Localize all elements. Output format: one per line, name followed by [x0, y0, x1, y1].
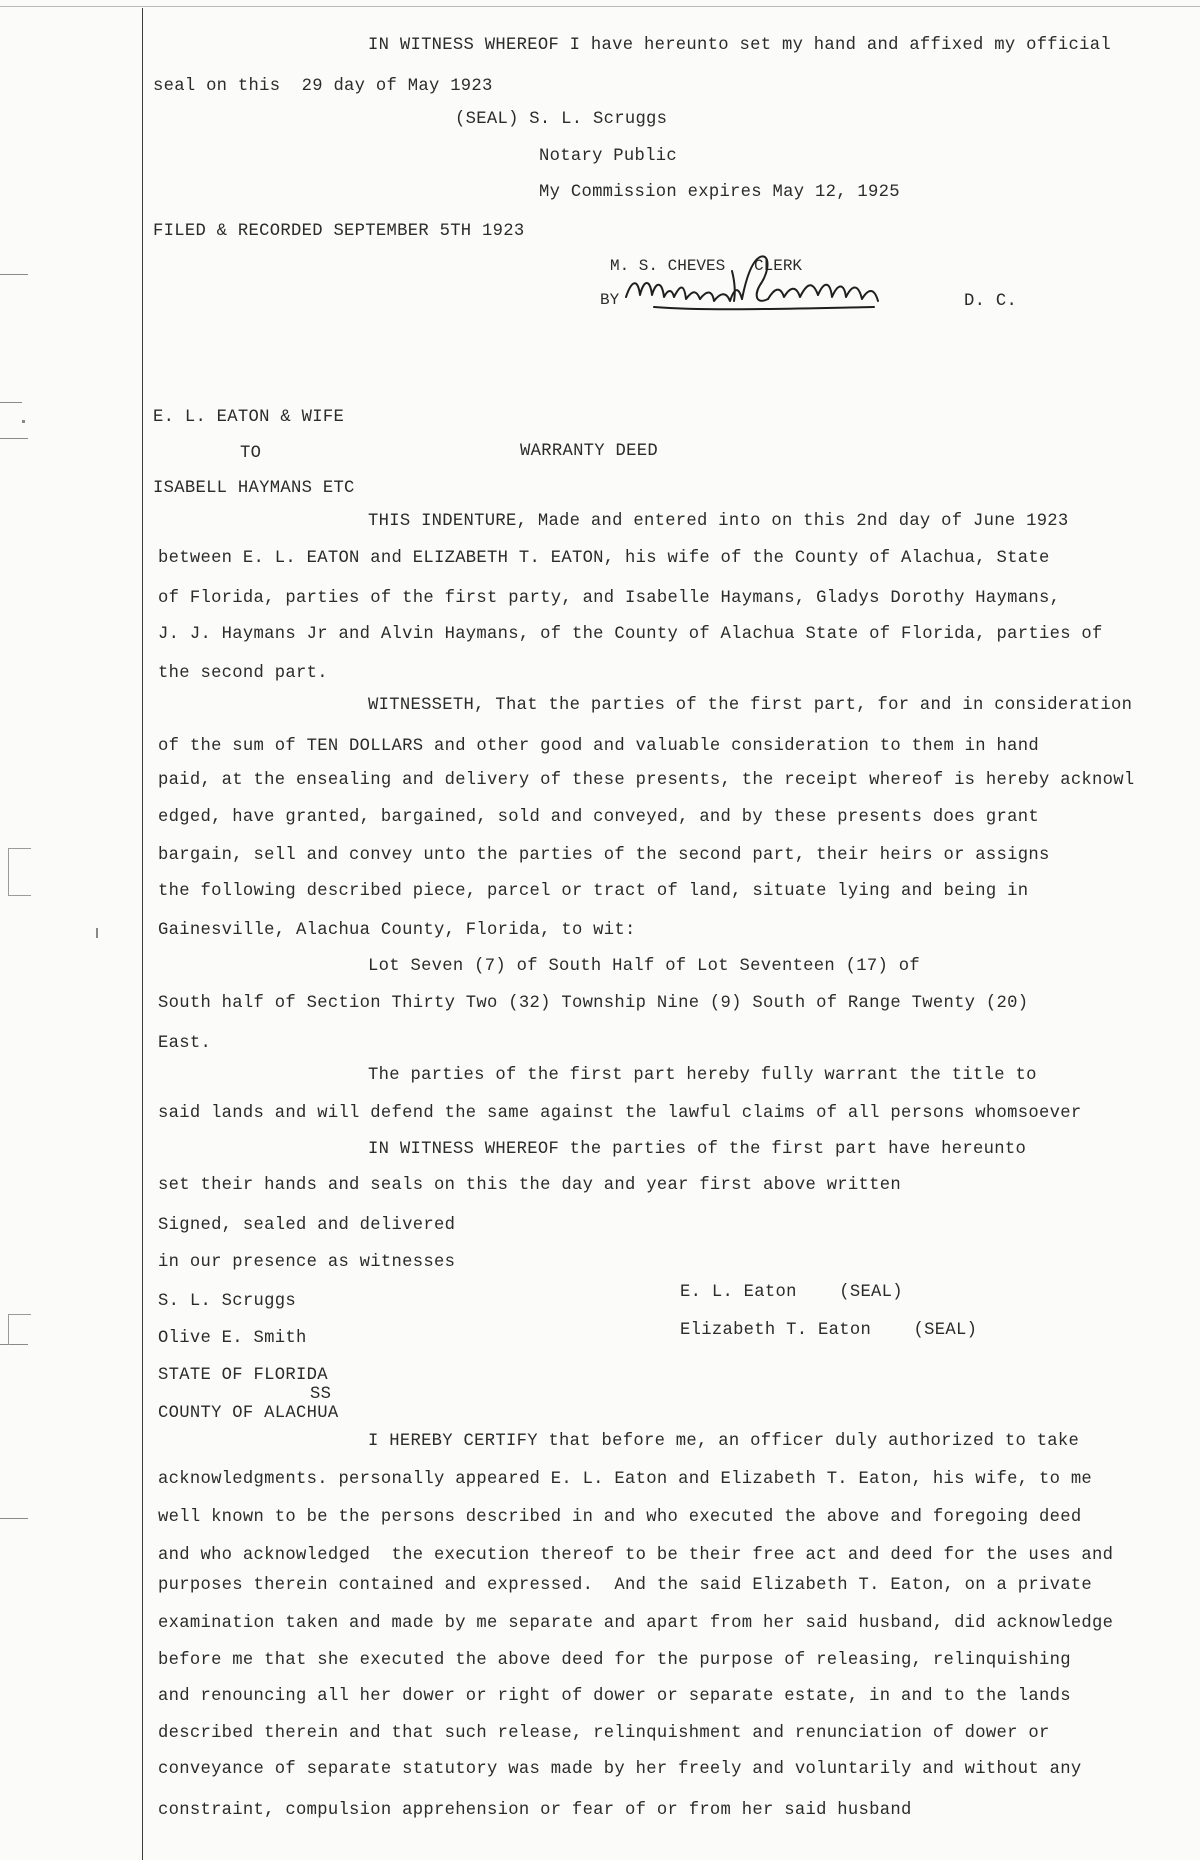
acknowledgment-line: I HEREBY CERTIFY that before me, an officer duly authorized to take — [368, 1432, 1080, 1451]
deed-paragraph-line: J. J. Haymans Jr and Alvin Haymans, of the County of Alachua State of Florida, parties of — [158, 625, 1103, 644]
ledger-mark — [96, 928, 98, 938]
by-label: BY — [600, 291, 620, 309]
acknowledgment-line: examination taken and made by me separate and apart from her said husband, did acknowledge — [158, 1614, 1114, 1633]
witness-name: Olive E. Smith — [158, 1329, 307, 1348]
ledger-bracket — [8, 848, 31, 896]
deed-paragraph-line: said lands and will defend the same against the lawful claims of all persons whomsoever — [158, 1104, 1082, 1123]
deed-paragraph-line: of Florida, parties of the first party, and Isabelle Haymans, Gladys Dorothy Haymans, — [158, 589, 1061, 608]
deed-paragraph-line: of the sum of TEN DOLLARS and other good and valuable consideration to them in hand — [158, 737, 1039, 756]
ledger-dot — [22, 420, 25, 423]
legal-description-line: South half of Section Thirty Two (32) Township Nine (9) South of Range Twenty (20) — [158, 994, 1029, 1013]
deed-paragraph-line: The parties of the first part hereby fully warrant the title to — [368, 1066, 1037, 1085]
clerk-name-line: M. S. CHEVES CLERK — [610, 257, 803, 275]
deed-paragraph-line: Gainesville, Alachua County, Florida, to wit: — [158, 921, 636, 940]
filed-recorded-line: FILED & RECORDED SEPTEMBER 5TH 1923 — [153, 222, 525, 241]
acknowledgment-line: conveyance of separate statutory was made by her freely and voluntarily and without any — [158, 1760, 1082, 1779]
grantee-heading: ISABELL HAYMANS ETC — [153, 479, 355, 498]
deed-paragraph-line: IN WITNESS WHEREOF the parties of the first part have hereunto — [368, 1140, 1027, 1159]
deputy-clerk-suffix: D. C. — [964, 292, 1018, 311]
ledger-tick — [0, 438, 28, 439]
deed-paragraph-line: WITNESSETH, That the parties of the first part, for and in consideration — [368, 696, 1133, 715]
venue-state: STATE OF FLORIDA — [158, 1366, 328, 1385]
venue-county: COUNTY OF ALACHUA — [158, 1404, 339, 1423]
deed-paragraph-line: edged, have granted, bargained, sold and conveyed, and by these presents does grant — [158, 808, 1039, 827]
ledger-tick — [0, 1518, 28, 1519]
deed-paragraph-line: between E. L. EATON and ELIZABETH T. EATON, his wife of the County of Alachua, State — [158, 549, 1050, 568]
notary-name: (SEAL) S. L. Scruggs — [455, 110, 668, 129]
commission-expiry: My Commission expires May 12, 1925 — [539, 183, 900, 202]
ledger-tick — [0, 274, 28, 275]
venue-ss: SS — [310, 1385, 332, 1404]
grantor-signature-line: Elizabeth T. Eaton (SEAL) — [680, 1321, 978, 1340]
acknowledgment-line: and renouncing all her dower or right of dower or separate estate, in and to the lands — [158, 1687, 1071, 1706]
acknowledgment-line: before me that she executed the above deed for the purpose of releasing, relinquishing — [158, 1651, 1071, 1670]
acknowledgment-line: constraint, compulsion apprehension or fear of or from her said husband — [158, 1801, 912, 1820]
acknowledgment-line: acknowledgments. personally appeared E. L. Eaton and Elizabeth T. Eaton, his wife, to me — [158, 1470, 1093, 1489]
deed-paragraph-line: THIS INDENTURE, Made and entered into on this 2nd day of June 1923 — [368, 512, 1069, 531]
to-heading: TO — [240, 444, 262, 463]
grantor-signature-line: E. L. Eaton (SEAL) — [680, 1283, 903, 1302]
notary-title: Notary Public — [539, 147, 677, 166]
ledger-tick — [0, 402, 22, 403]
acknowledgment-line: and who acknowledged the execution thereof to be their free act and deed for the uses and — [158, 1546, 1114, 1565]
notary-seal-date-line: seal on this 29 day of May 1923 — [153, 77, 493, 96]
top-rule — [0, 6, 1200, 7]
legal-description-line: Lot Seven (7) of South Half of Lot Seventeen (17) of — [368, 957, 920, 976]
deed-paragraph-line: the second part. — [158, 664, 328, 683]
document-type-heading: WARRANTY DEED — [520, 442, 658, 461]
notary-witness-line: IN WITNESS WHEREOF I have hereunto set my hand and affixed my official — [368, 36, 1111, 55]
deed-paragraph-line: bargain, sell and convey unto the parties of the second part, their heirs or assigns — [158, 846, 1050, 865]
acknowledgment-line: well known to be the persons described in and who executed the above and foregoing deed — [158, 1508, 1082, 1527]
deed-paragraph-line: in our presence as witnesses — [158, 1253, 456, 1272]
left-margin-line — [142, 8, 143, 1860]
acknowledgment-line: described therein and that such release, relinquishment and renunciation of dower or — [158, 1724, 1050, 1743]
clerk-stamp — [600, 247, 905, 315]
legal-description-line: East. — [158, 1034, 212, 1053]
witness-name: S. L. Scruggs — [158, 1292, 296, 1311]
deed-paragraph-line: the following described piece, parcel or tract of land, situate lying and being in — [158, 882, 1029, 901]
deed-paragraph-line: set their hands and seals on this the day and year first above written — [158, 1176, 901, 1195]
acknowledgment-line: purposes therein contained and expressed. And the said Elizabeth T. Eaton, on a private — [158, 1576, 1093, 1595]
ledger-bracket — [8, 1314, 31, 1345]
deputy-clerk-signature — [614, 249, 914, 319]
deed-paragraph-line: Signed, sealed and delivered — [158, 1216, 456, 1235]
deed-paragraph-line: paid, at the ensealing and delivery of these presents, the receipt whereof is hereby acknowl — [158, 771, 1135, 790]
grantor-heading: E. L. EATON & WIFE — [153, 408, 345, 427]
